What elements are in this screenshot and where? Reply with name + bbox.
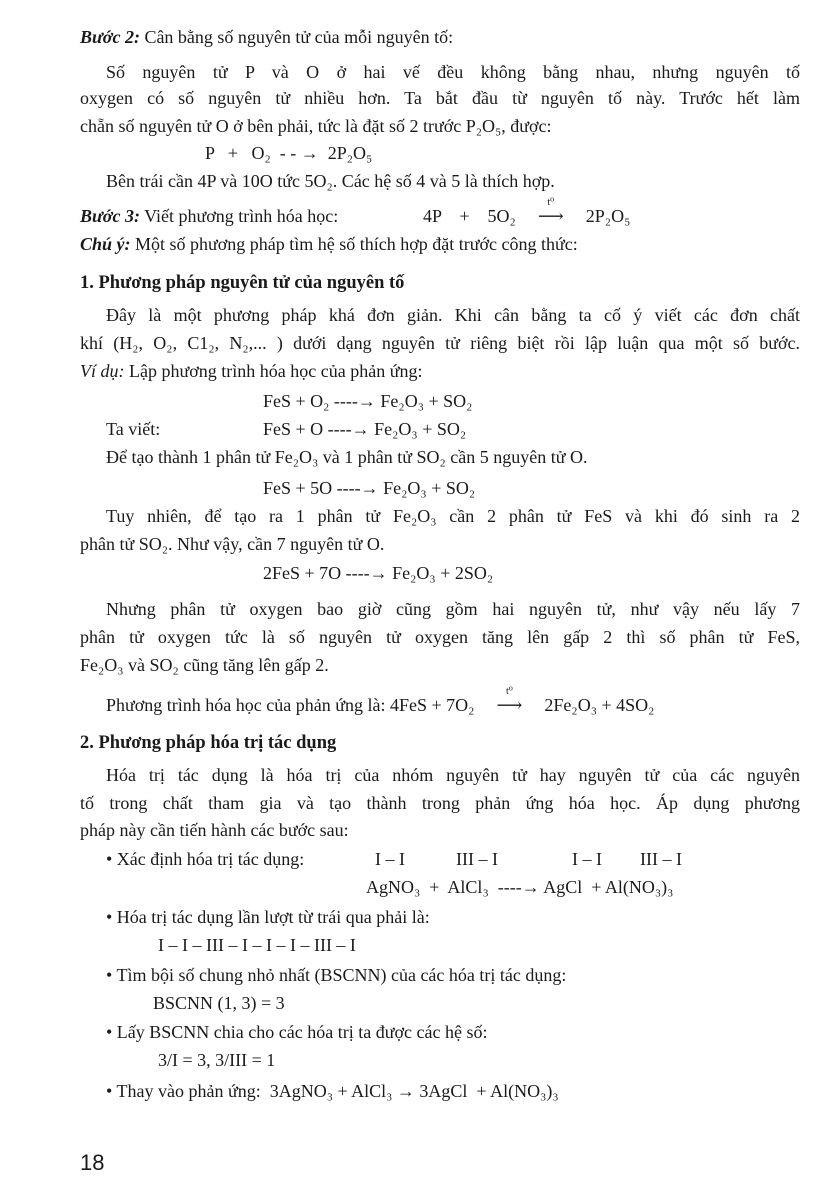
final-equation-lhs: Phương trình hóa học của phản ứng là: 4FeS + 7O₂ xyxy=(106,695,475,715)
equation: AgNO₃ + AlCl₃ ----→ AgCl + Al(NO₃)₃ xyxy=(366,877,674,897)
note-line xyxy=(80,233,578,255)
equation: 2FeS + 7O ----→ Fe₂O₃ + 2SO₂ xyxy=(263,563,494,583)
paragraph-line: Nhưng phân tử oxygen bao giờ cũng gồm hai nguyên tử, như vậy nếu lấy 7 xyxy=(106,599,800,619)
arrow-glyph: ⟶ xyxy=(537,206,564,226)
equation-rhs: 2P₂O₅ xyxy=(585,206,631,226)
note-text: Một số phương pháp tìm hệ số thích hợp đặt trước công thức: xyxy=(130,234,578,254)
step2-label: Bước 2: xyxy=(80,27,140,47)
condition-label: t⁰ xyxy=(547,197,555,208)
final-equation-line xyxy=(106,686,655,716)
paragraph-line: Fe₂O₃ và SO₂ cũng tăng lên gấp 2. xyxy=(80,655,329,675)
bullet-item: • Xác định hóa trị tác dụng: xyxy=(106,849,305,869)
paragraph-line: Số nguyên tử P và O ở hai vế đều không bằng nhau, nhưng nguyên tố xyxy=(106,62,800,82)
paragraph-line: Bên trái cần 4P và 10O tức 5O₂. Các hệ số 4 và 5 là thích hợp. xyxy=(106,171,555,191)
valence-label: I – I xyxy=(375,849,405,869)
valence-sequence: I – I – III – I – I – I – III – I xyxy=(158,935,356,955)
write-label: Ta viết: xyxy=(106,419,161,439)
page-number: 18 xyxy=(80,1150,105,1175)
equation: P + O₂ - - → 2P₂O₅ xyxy=(205,143,373,163)
arrow-glyph: ⟶ xyxy=(496,695,523,715)
paragraph-line: Tuy nhiên, để tạo ra 1 phân tử Fe₂O₃ cần 2 phân tử FeS và khi đó sinh ra 2 xyxy=(106,506,800,526)
equation: FeS + O ----→ Fe₂O₃ + SO₂ xyxy=(263,419,467,439)
note-label: Chú ý: xyxy=(80,234,131,254)
paragraph-line: khí (H₂, O₂, C1₂, N₂,... ) dưới dạng nguyên tử riêng biệt rồi lập luận qua một số bước. xyxy=(80,333,800,353)
section-heading: 2. Phương pháp hóa trị tác dụng xyxy=(80,733,337,753)
paragraph-line: Hóa trị tác dụng là hóa trị của nhóm nguyên tử hay nguyên tử của các nguyên xyxy=(106,765,800,785)
condition-label: t⁰ xyxy=(506,686,513,697)
example-label: Ví dụ: xyxy=(80,361,125,381)
lcm-value: BSCNN (1, 3) = 3 xyxy=(153,993,285,1013)
arrow-icon xyxy=(522,197,580,227)
equation-lhs: 4P + 5O₂ xyxy=(423,206,516,226)
arrow-icon xyxy=(480,686,538,716)
step2-line xyxy=(80,26,453,48)
step2-text: Cân bằng số nguyên tử của mỗi nguyên tố: xyxy=(139,27,454,47)
bullet-item: • Hóa trị tác dụng lần lượt từ trái qua phải là: xyxy=(106,907,430,927)
step3-equation xyxy=(423,197,631,227)
bullet-item: • Tìm bội số chung nhỏ nhất (BSCNN) của các hóa trị tác dụng: xyxy=(106,965,567,985)
paragraph-line: phân tử oxygen tức là số nguyên tử oxygen tăng lên gấp 2 thì số phân tử FeS, xyxy=(80,627,800,647)
valence-label: III – I xyxy=(456,849,498,869)
valence-label: I – I xyxy=(572,849,602,869)
section-heading: 1. Phương pháp nguyên tử của nguyên tố xyxy=(80,273,405,293)
step3-line xyxy=(80,205,338,227)
paragraph-line: Để tạo thành 1 phân tử Fe₂O₃ và 1 phân tử SO₂ cần 5 nguyên tử O. xyxy=(106,447,588,467)
equation: FeS + O₂ ----→ Fe₂O₃ + SO₂ xyxy=(263,391,473,411)
paragraph-line: phân tử SO₂. Như vậy, cần 7 nguyên tử O. xyxy=(80,534,385,554)
step3-text: Viết phương trình hóa học: xyxy=(139,206,339,226)
valence-label: III – I xyxy=(640,849,682,869)
bullet-item: • Lấy BSCNN chia cho các hóa trị ta được các hệ số: xyxy=(106,1022,488,1042)
step3-label: Bước 3: xyxy=(80,206,140,226)
coefficients: 3/I = 3, 3/III = 1 xyxy=(158,1050,276,1070)
paragraph-line: oxygen có số nguyên tử nhiều hơn. Ta bắt đầu từ nguyên tố này. Trước hết làm xyxy=(80,88,800,108)
paragraph-line: Đây là một phương pháp khá đơn giản. Khi cân bằng ta cố ý viết các đơn chất xyxy=(106,305,800,325)
paragraph-line: tố trong chất tham gia và tạo thành trong phản ứng hóa học. Áp dụng phương xyxy=(80,793,800,813)
paragraph-line: chẵn số nguyên tử O ở bên phải, tức là đặt số 2 trước P₂O₅, được: xyxy=(80,116,552,136)
equation: FeS + 5O ----→ Fe₂O₃ + SO₂ xyxy=(263,478,476,498)
paragraph-line: pháp này cần tiến hành các bước sau: xyxy=(80,820,349,840)
example-line xyxy=(80,360,422,382)
final-equation-rhs: 2Fe₂O₃ + 4SO₂ xyxy=(544,695,655,715)
bullet-item: • Thay vào phản ứng: 3AgNO₃ + AlCl₃ → 3AgCl + Al(NO₃)₃ xyxy=(106,1081,559,1101)
example-text: Lập phương trình hóa học của phản ứng: xyxy=(124,361,423,381)
